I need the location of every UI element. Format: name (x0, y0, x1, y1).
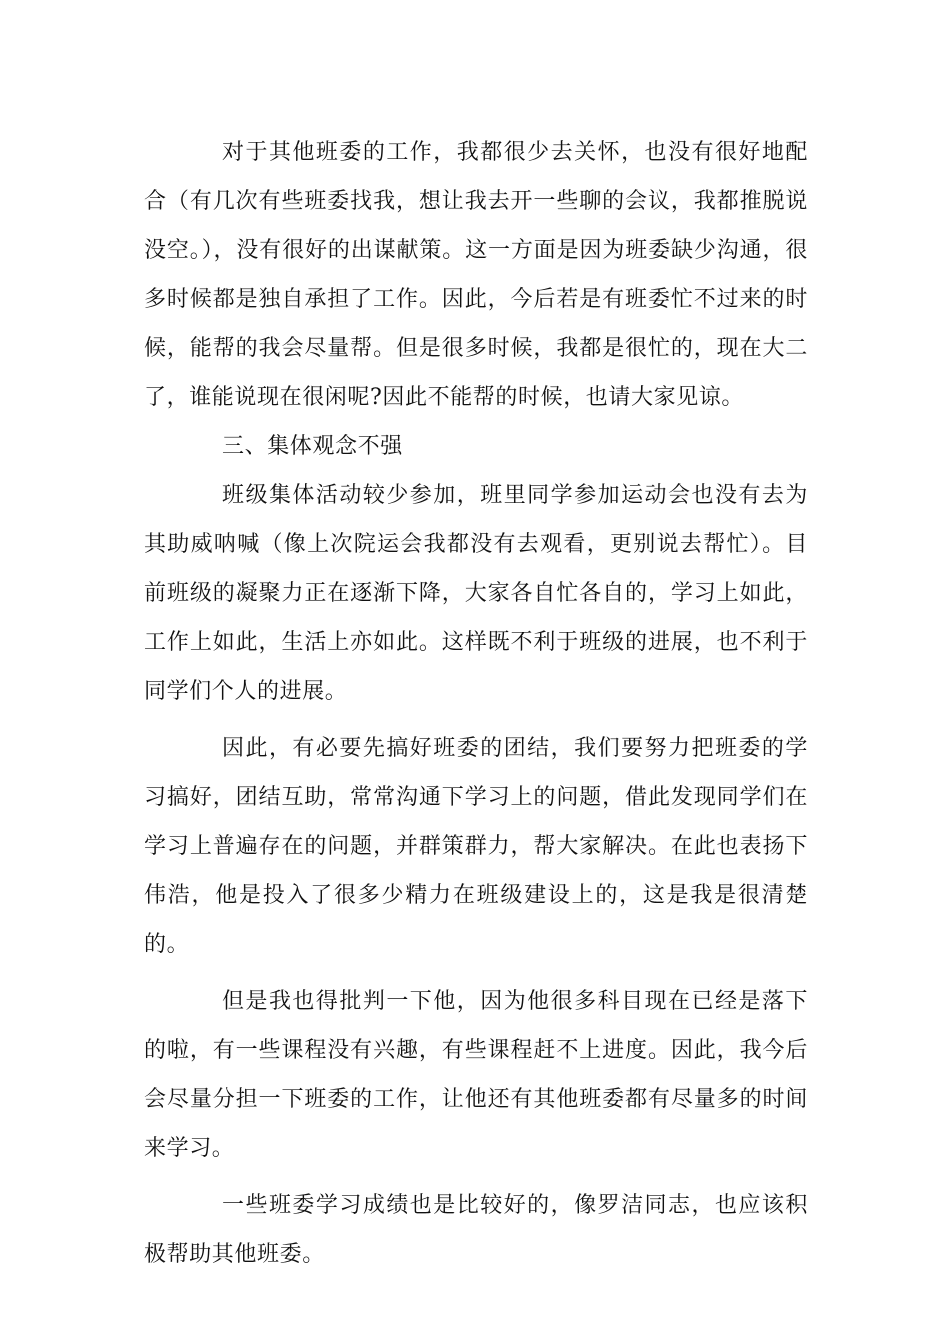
paragraph-help-others: 一些班委学习成绩也是比较好的，像罗洁同志，也应该积极帮助其他班委。 (144, 1193, 808, 1267)
section-heading-collective-awareness: 三、集体观念不强 (222, 434, 403, 459)
paragraph-committee-unity: 因此，有必要先搞好班委的团结，我们要努力把班委的学习搞好，团结互助，常常沟通下学习上的问题，借此发现同学们在学习上普遍存在的问题，并群策群力，帮大家解决。在此也表扬下伟浩，他是投入了很多少精力在班级建设上的，这是我是很清楚的。 (144, 736, 808, 957)
document-body (144, 128, 808, 1279)
paragraph-class-activities: 班级集体活动较少参加，班里同学参加运动会也没有去为其助威呐喊（像上次院运会我都没有去观看，更别说去帮忙）。目前班级的凝聚力正在逐渐下降，大家各自忙各自的，学习上如此，工作上如此，生活上亦如此。这样既不利于班级的进展，也不利于同学们个人的进展。 (144, 483, 808, 704)
paragraph-criticism: 但是我也得批判一下他，因为他很多科目现在已经是落下的啦，有一些课程没有兴趣，有些课程赶不上进度。因此，我今后会尽量分担一下班委的工作，让他还有其他班委都有尽量多的时间来学习。 (144, 989, 808, 1161)
paragraph-class-committee-cooperation: 对于其他班委的工作，我都很少去关怀，也没有很好地配合（有几次有些班委找我，想让我去开一些聊的会议，我都推脱说没空。），没有很好的出谋献策。这一方面是因为班委缺少沟通，很多时候都是独自承担了工作。因此，今后若是有班委忙不过来的时候，能帮的我会尽量帮。但是很多时候，我都是很忙的，现在大二了，谁能说现在很闲呢?因此不能帮的时候，也请大家见谅。 (144, 140, 808, 410)
